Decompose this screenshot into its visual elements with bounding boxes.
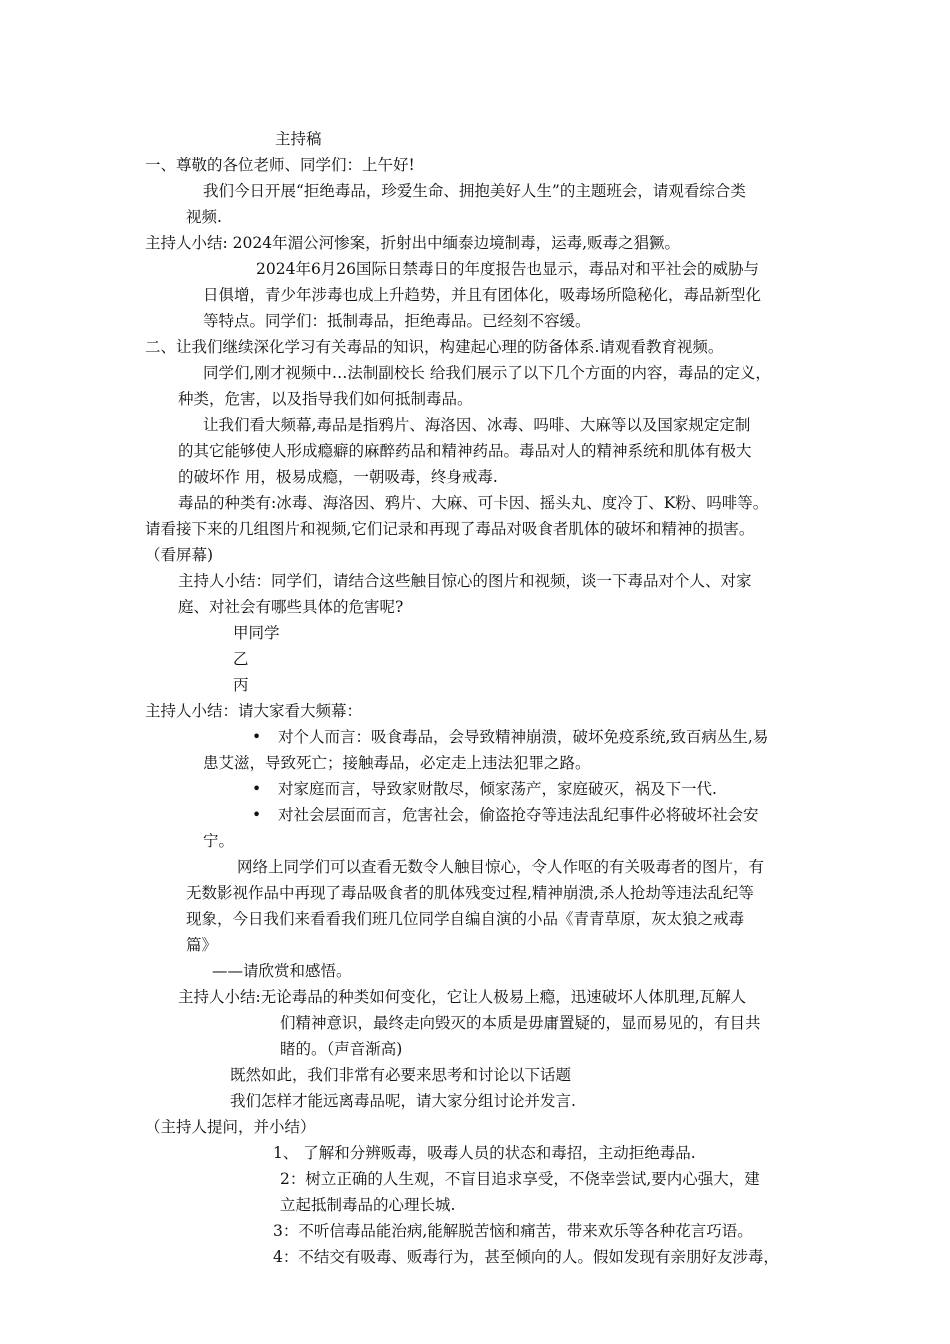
bullet-icon: • bbox=[252, 728, 262, 746]
bullet-text: 对家庭而言，导致家财散尽，倾家荡产，家庭破灭，祸及下一代. bbox=[278, 780, 717, 798]
bullet-text: 对社会层面而言，危害社会，偷盗抢夺等违法乱纪事件必将破坏社会安 bbox=[278, 806, 759, 824]
paragraph-line: 患艾滋，导致死亡；接触毒品，必定走上违法犯罪之路。 bbox=[203, 754, 591, 772]
paragraph-line: 立起抵制毒品的心理长城. bbox=[280, 1196, 456, 1214]
paragraph-line: 种类，危害，以及指导我们如何抵制毒品。 bbox=[178, 390, 473, 408]
list-item: 1、 了解和分辨贩毒，吸毒人员的状态和毒招，主动拒绝毒品. bbox=[273, 1144, 696, 1162]
bullet-item bbox=[252, 724, 768, 750]
paragraph-line: 网络上同学们可以查看无数令人触目惊心，令人作呕的有关吸毒者的图片，有 bbox=[237, 858, 765, 876]
bullet-icon: • bbox=[252, 806, 262, 824]
paragraph-line: 们精神意识，最终走向毁灭的本质是毋庸置疑的，显而易见的，有目共 bbox=[280, 1014, 761, 1032]
paragraph-line: 睹的。（声音渐高) bbox=[280, 1040, 403, 1058]
paragraph-line: 篇》 bbox=[186, 936, 218, 954]
host-summary-line: 主持人小结：同学们，请结合这些触目惊心的图片和视频，谈一下毒品对个人、对家 bbox=[178, 572, 752, 590]
student-label: 甲同学 bbox=[233, 624, 280, 642]
list-item: 3：不听信毒品能治病,能解脱苦恼和痛苦，带来欢乐等各种花言巧语。 bbox=[273, 1222, 753, 1240]
paragraph-line: 的其它能够使人形成瘾癖的麻醉药品和精神药品。毒品对人的精神系统和肌体有极大 bbox=[178, 442, 752, 460]
paragraph-line: 视频. bbox=[186, 208, 222, 226]
list-item: 2：树立正确的人生观，不盲目追求享受，不侥幸尝试,要内心强大，建 bbox=[280, 1170, 760, 1188]
host-summary-line: 主持人小结: 2024年湄公河惨案，折射出中缅泰边境制毒，运毒,贩毒之猖獗。 bbox=[145, 234, 681, 252]
paragraph-line: 我们今日开展“拒绝毒品，珍爱生命、拥抱美好人生”的主题班会，请观看综合类 bbox=[203, 182, 746, 200]
bullet-text: 对个人而言：吸食毒品，会导致精神崩溃，破坏免疫系统,致百病丛生,易 bbox=[278, 728, 769, 746]
host-summary-line: 主持人小结:无论毒品的种类如何变化，它让人极易上瘾，迅速破坏人体肌理,瓦解人 bbox=[178, 988, 747, 1006]
document-title: 主持稿 bbox=[275, 130, 322, 148]
paragraph-line: 让我们看大频幕,毒品是指鸦片、海洛因、冰毒、吗啡、大麻等以及国家规定定制 bbox=[203, 416, 751, 434]
paragraph-line: 同学们,刚才视频中…法制副校长 给我们展示了以下几个方面的内容，毒品的定义， bbox=[203, 364, 771, 382]
paragraph-line: 毒品的种类有:冰毒、海洛因、鸦片、大麻、可卡因、摇头丸、度冷丁、K粉、吗啡等。 bbox=[178, 494, 769, 512]
section-two-heading: 二、让我们继续深化学习有关毒品的知识，构建起心理的防备体系.请观看教育视频。 bbox=[145, 338, 724, 356]
paragraph-line: 既然如此，我们非常有必要来思考和讨论以下话题 bbox=[230, 1066, 572, 1084]
host-summary-line: 主持人小结：请大家看大频幕： bbox=[145, 702, 363, 720]
paragraph-line: 日俱增，青少年涉毒也成上升趋势，并且有团体化，吸毒场所隐秘化，毒品新型化 bbox=[203, 286, 762, 304]
paragraph-line: 现象，今日我们来看看我们班几位同学自编自演的小品《青青草原，灰太狼之戒毒 bbox=[186, 910, 745, 928]
bullet-item bbox=[252, 776, 717, 802]
paragraph-line: 的破坏作 用，极易成瘾，一朝吸毒，终身戒毒. bbox=[178, 468, 498, 486]
paragraph-line: 庭、对社会有哪些具体的危害呢? bbox=[178, 598, 404, 616]
paragraph-line: 等特点。同学们：抵制毒品，拒绝毒品。已经刻不容缓。 bbox=[203, 312, 591, 330]
paragraph-line: （看屏幕) bbox=[145, 546, 214, 564]
paragraph-line: 2024年6月26国际日禁毒日的年度报告也显示，毒品对和平社会的威胁与 bbox=[256, 260, 760, 278]
student-label: 丙 bbox=[233, 676, 249, 694]
list-item: 4：不结交有吸毒、贩毒行为，甚至倾向的人。假如发现有亲朋好友涉毒， bbox=[273, 1248, 779, 1266]
paragraph-line: 无数影视作品中再现了毒品吸食者的肌体残变过程,精神崩溃,杀人抢劫等违法乱纪等 bbox=[186, 884, 754, 902]
section-one-heading: 一、尊敬的各位老师、同学们：上午好! bbox=[145, 156, 415, 174]
bullet-icon: • bbox=[252, 780, 262, 798]
paragraph-line: 请看接下来的几组图片和视频,它们记录和再现了毒品对吸食者肌体的破坏和精神的损害。 bbox=[145, 520, 755, 538]
student-label: 乙 bbox=[233, 650, 249, 668]
paragraph-line: （主持人提问，并小结） bbox=[145, 1118, 316, 1136]
paragraph-line: 宁。 bbox=[203, 832, 235, 850]
paragraph-line: ——请欣赏和感悟。 bbox=[212, 962, 352, 980]
bullet-item bbox=[252, 802, 759, 828]
paragraph-line: 我们怎样才能远离毒品呢，请大家分组讨论并发言. bbox=[230, 1092, 576, 1110]
